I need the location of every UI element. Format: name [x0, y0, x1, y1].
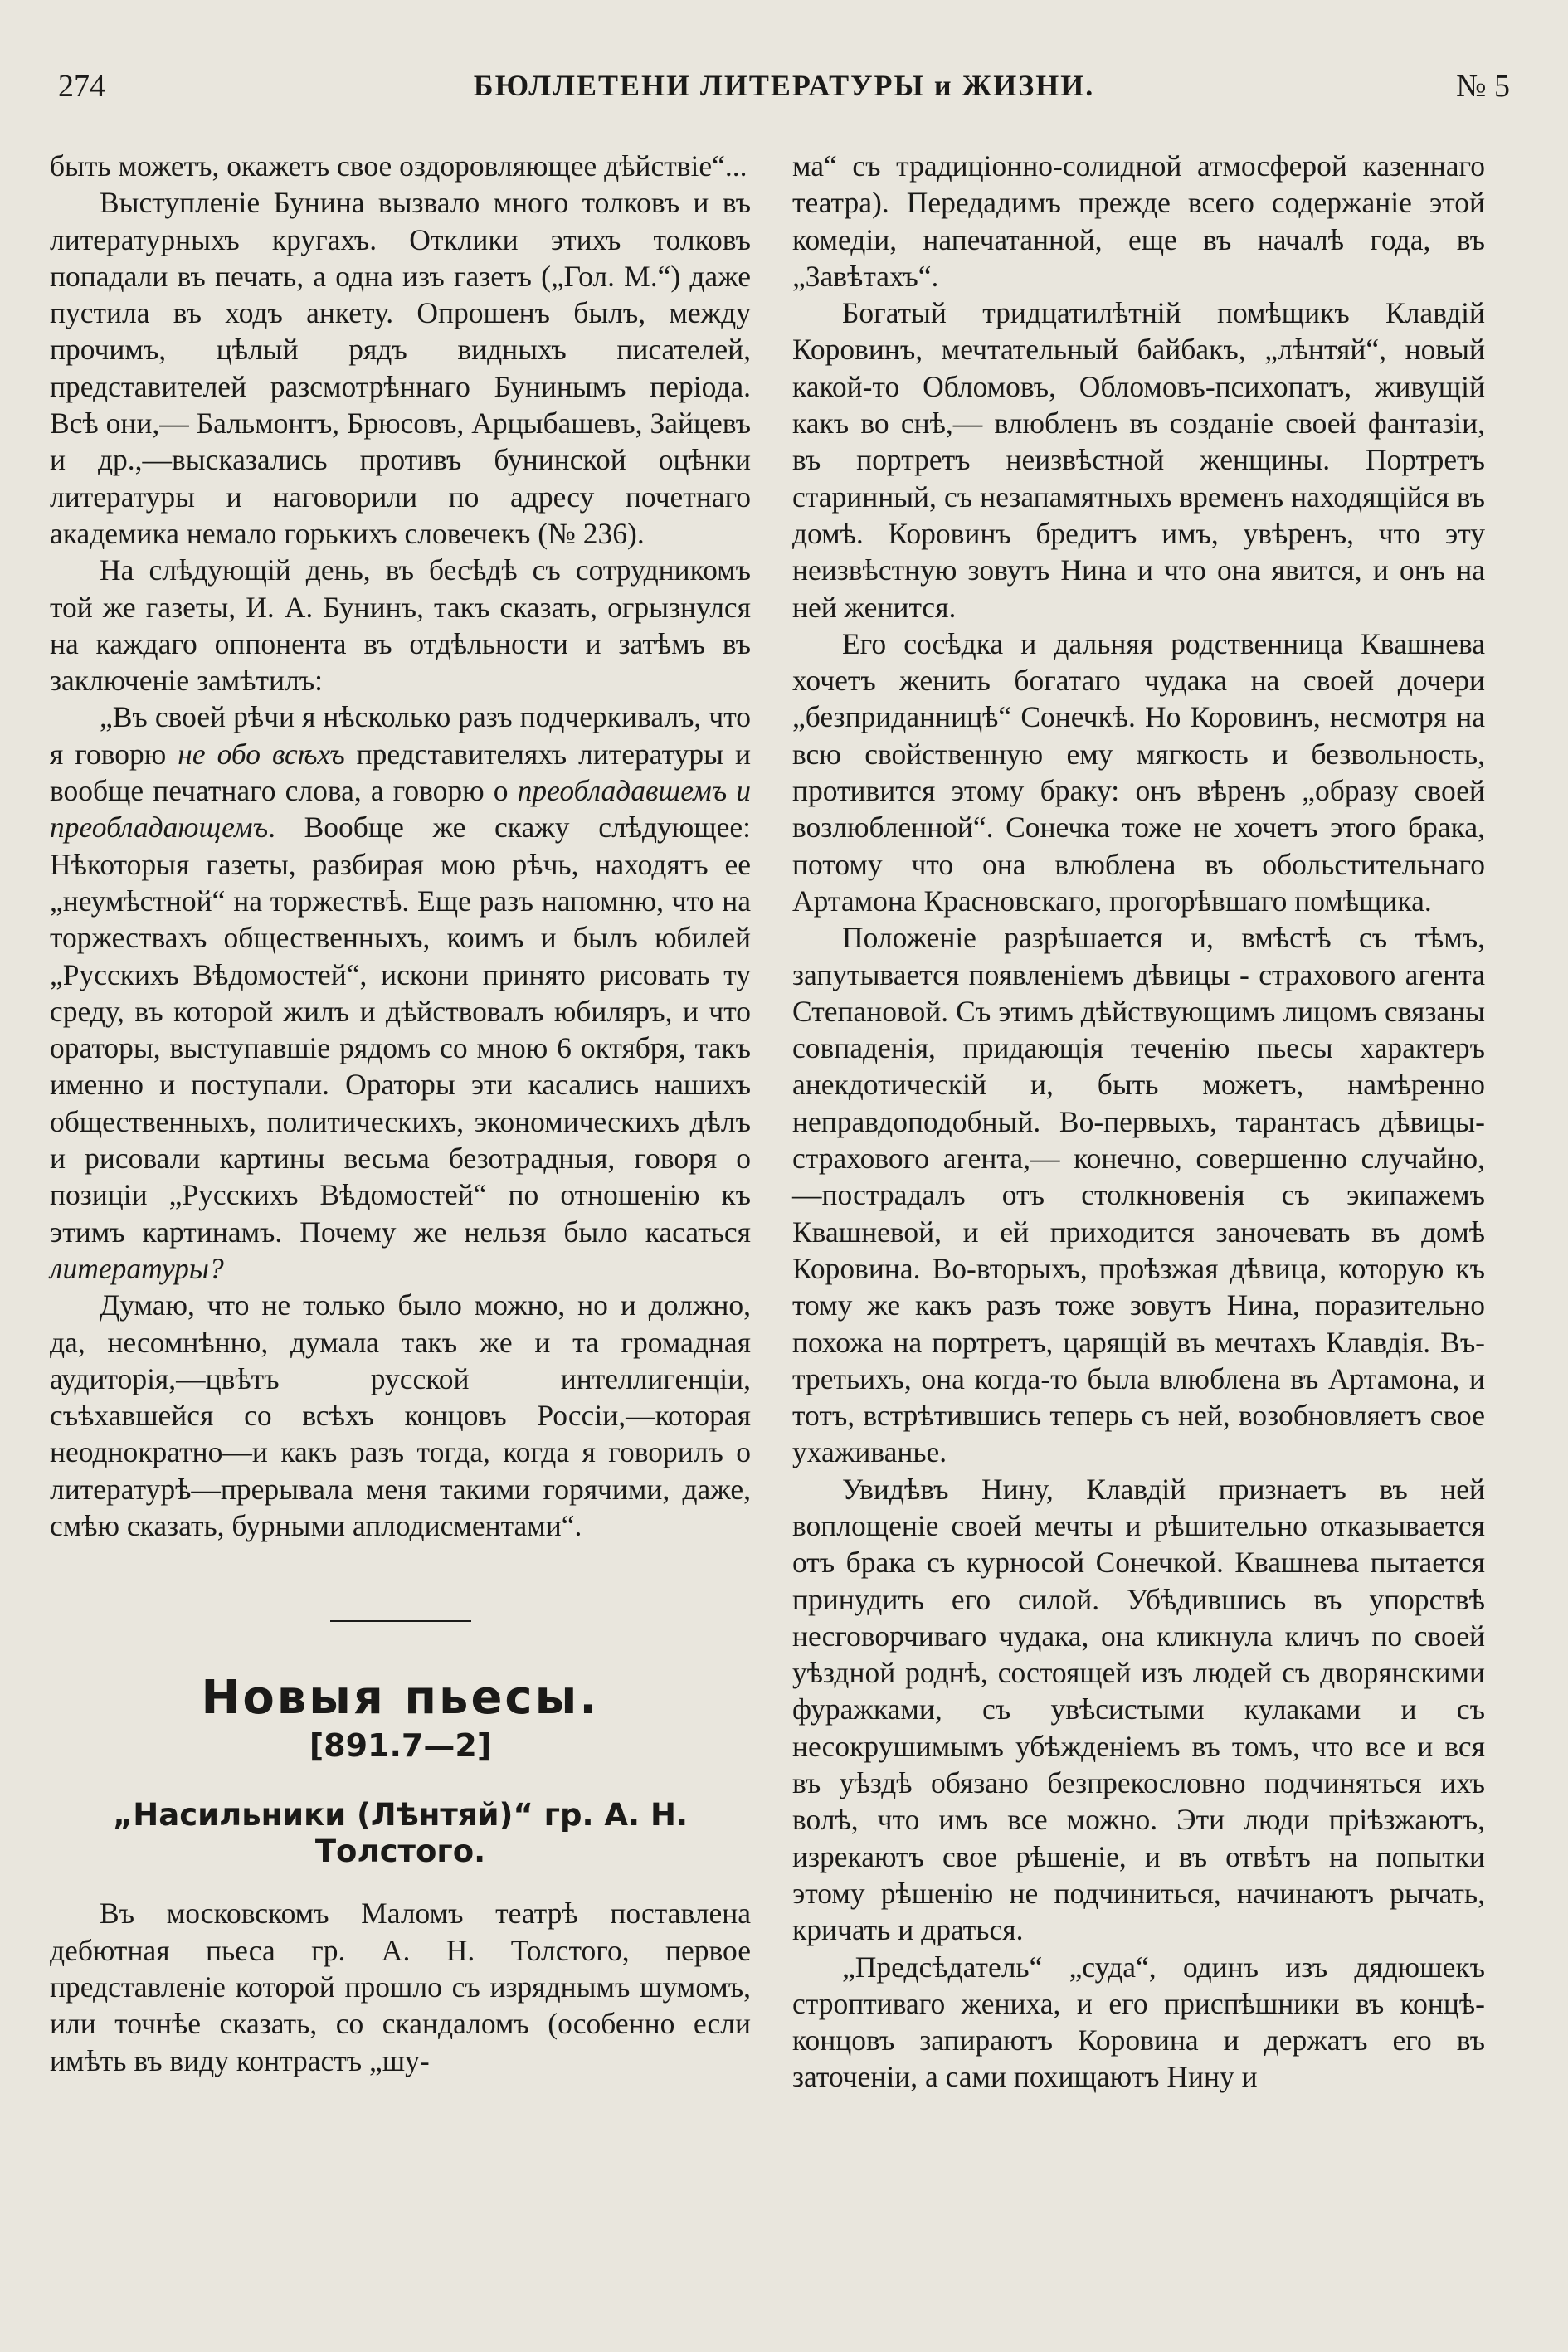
section-title: Новыя пьесы.: [201, 1671, 600, 1726]
paragraph: На слѣдующій день, въ бесѣдѣ съ сотрудникомъ той же газеты, И. А. Бунинъ, такъ сказать, огрызнулся на каждаго оппонента въ отдѣльности и затѣмъ въ заключеніе замѣтилъ:: [50, 553, 751, 698]
quote-text: „Въ своей рѣчи я нѣсколько разъ подчеркивалъ, что я говорю: [50, 700, 751, 771]
paragraph: „Предсѣдатель“ „суда“, одинъ изъ дядюшекъ строптиваго жениха, и его приспѣшники въ концѣ-концовъ запираютъ Коровина и держатъ его въ заточеніи, а сами похищаютъ Нину и: [792, 1950, 1485, 2094]
quote-text: . Вообще же скажу слѣдующее: Нѣкоторыя газеты, разбирая мою рѣчь, находятъ ее „неумѣстной“ на торжествѣ. Еще разъ напомню, что на торжествахъ общественныхъ, коимъ и былъ юбилей „Русскихъ Вѣдомостей“, искони принято рисовать ту среду, въ которой жилъ и дѣйствовалъ юбиляръ, и что ораторы, выступавшіе рядомъ со мною 6 октября, такъ именно и поступали. Ораторы эти касались нашихъ общественныхъ, политическихъ, экономическихъ дѣлъ и рисовали картины весьма безотрадныя, говоря о позиціи „Русскихъ Вѣдомостей“ по отношенію къ этимъ картинамъ. Почему же нельзя было касаться: [50, 811, 751, 1249]
paragraph: быть можетъ, окажетъ свое оздоровляющее дѣйствіе“...: [50, 149, 747, 183]
paragraph: Его сосѣдка и дальняя родственница Квашнева хочетъ женить богатаго чудака на своей дочери „безприданницѣ“ Сонечкѣ. Но Коровинъ, несмотря на всю свойственную ему мягкость и безвольность, противится этому браку: онъ вѣренъ „образу своей возлюбленной“. Сонечка тоже не хочетъ этого брака, потому что она влюблена въ обольстительнаго Артамона Красновскаго, прогорѣвшаго помѣщика.: [792, 626, 1485, 918]
quote-paragraph: [50, 699, 751, 1287]
classification-mark: [891.7—2]: [309, 1726, 492, 1764]
play-title: „Насильники (Лѣнтяй)“ гр. А. Н. Толстого.: [112, 1796, 689, 1870]
page-header: [58, 68, 1510, 118]
left-column: [50, 148, 751, 2079]
paragraph: ма“ съ традиціонно-солидной атмосферой казеннаго театра). Передадимъ прежде всего содержаніе этой комедіи, напечатанной, еще въ началѣ года, въ „Завѣтахъ“.: [792, 149, 1485, 293]
issue-number: № 5: [1456, 69, 1510, 104]
quote-emphasis: литературы?: [50, 1251, 224, 1285]
paragraph: Выступленіе Бунина вызвало много толковъ и въ литературныхъ кругахъ. Отклики этихъ толковъ попадали въ печать, а одна изъ газетъ („Гол. М.“) даже пустила въ ходъ анкету. Опрошенъ былъ, между прочимъ, цѣлый рядъ видныхъ писателей, представителей разсмотрѣннаго Бунинымъ періода. Всѣ они,— Бальмонтъ, Брюсовъ, Арцыбашевъ, Зайцевъ и др.,—высказались противъ бунинской оцѣнки литературы и наговорили по адресу почетнаго академика немало горькихъ словечекъ (№ 236).: [50, 186, 751, 550]
paragraph: Положеніе разрѣшается и, вмѣстѣ съ тѣмъ, запутывается появленіемъ дѣвицы - страхового агента Степановой. Съ этимъ дѣйствующимъ лицомъ связаны совпаденія, придающія теченію пьесы характеръ анекдотическій и, быть можетъ, намѣренно неправдоподобный. Во-первыхъ, тарантасъ дѣвицы-страхового агента,— конечно, совершенно случайно,—пострадалъ отъ столкновенія съ экипажемъ Квашневой, и ей приходится заночевать въ домѣ Коровина. Во-вторыхъ, проѣзжая дѣвица, которую къ тому же какъ разъ тоже зовутъ Нина, поразительно похожа на портретъ, царящій въ мечтахъ Клавдія. Въ-третьихъ, она когда-то была влюблена въ Артамона, и тотъ, встрѣтившись теперь съ ней, возобновляетъ свое ухаживанье.: [792, 921, 1485, 1469]
quote-text: представителяхъ литературы и вообще печатнаго слова, а говорю о: [50, 737, 752, 808]
page-number: 274: [58, 69, 105, 104]
section-divider: [330, 1620, 471, 1622]
running-title: БЮЛЛЕТЕНИ ЛИТЕРАТУРЫ и ЖИЗНИ.: [473, 69, 1095, 102]
paragraph: Думаю, что не только было можно, но и должно, да, несомнѣнно, думала такъ же и та громадная аудиторія,—цвѣтъ русской интеллигенціи, съѣхавшейся со всѣхъ концовъ Россіи,—которая неоднократно—и какъ разъ тогда, когда я говорилъ о литературѣ—прерывала меня такими горячими, даже, смѣю сказать, бурными аплодисментами“.: [50, 1288, 751, 1542]
right-column: [792, 148, 1485, 2096]
paragraph: Богатый тридцатилѣтній помѣщикъ Клавдій Коровинъ, мечтательный байбакъ, „лѣнтяй“, новый какой-то Обломовъ, Обломовъ-психопатъ, живущій какъ во снѣ,— влюбленъ въ созданіе своей фантазіи, въ портретъ неизвѣстной женщины. Портретъ старинный, съ незапамятныхъ временъ находящійся въ домѣ. Коровинъ бредитъ имъ, увѣренъ, что эту неизвѣстную зовутъ Нина и что она явится, и онъ на ней женится.: [792, 296, 1485, 624]
paragraph: Въ московскомъ Маломъ театрѣ поставлена дебютная пьеса гр. А. Н. Толстого, первое представленіе которой прошло съ изряднымъ шумомъ, или точнѣе сказать, со скандаломъ (особенно если имѣть въ виду контрастъ „шу-: [50, 1897, 751, 2077]
paragraph: Увидѣвъ Нину, Клавдій признаетъ въ ней воплощеніе своей мечты и рѣшительно отказывается отъ брака съ курносой Сонечкой. Квашнева пытается принудить его силой. Убѣдившись въ упорствѣ несговорчиваго чудака, она кликнула кличъ по своей уѣздной роднѣ, состоящей изъ людей съ дворянскими фуражками, съ увѣсистыми кулаками и съ несокрушимымъ убѣжденіемъ въ томъ, что все и вся въ уѣздѣ обязано безпрекословно подчиняться ихъ волѣ, что имъ все можно. Эти люди пріѣзжаютъ, изрекаютъ свое рѣшеніе, и въ отвѣтъ на попытки этому рѣшенію не подчиниться, начинаютъ рычать, кричать и драться.: [792, 1472, 1485, 1947]
quote-emphasis: преобладавшемъ и преобладающемъ: [50, 774, 751, 845]
quote-emphasis: не обо всѣхъ: [178, 737, 345, 771]
